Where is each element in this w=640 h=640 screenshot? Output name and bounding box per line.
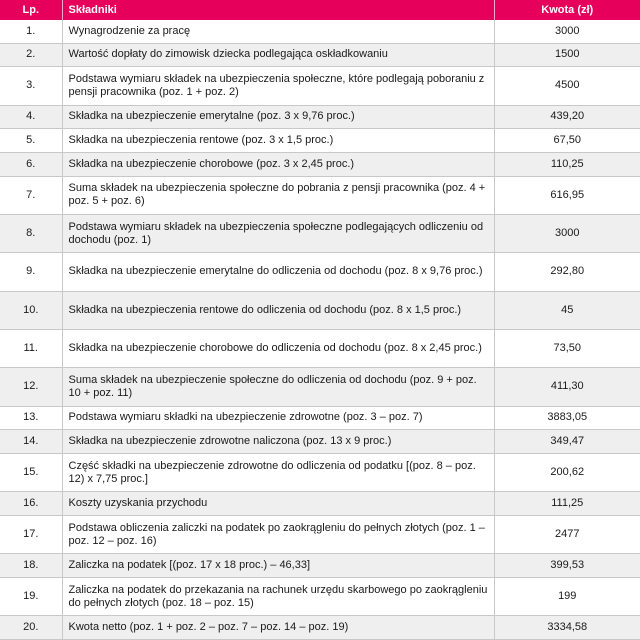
- row-amount: 1500: [494, 43, 640, 67]
- row-lp: 11.: [0, 329, 62, 367]
- table-row: [0, 616, 640, 640]
- row-item: Suma składek na ubezpieczenie społeczne do odliczenia od dochodu (poz. 9 + poz. 10 + poz. 11): [62, 368, 494, 406]
- row-lp: 2.: [0, 43, 62, 67]
- row-lp: 7.: [0, 176, 62, 214]
- row-lp: 18.: [0, 554, 62, 578]
- row-amount: 399,53: [494, 554, 640, 578]
- row-item: Wynagrodzenie za pracę: [62, 20, 494, 43]
- table-row: [0, 368, 640, 406]
- row-lp: 6.: [0, 152, 62, 176]
- row-lp: 20.: [0, 616, 62, 640]
- row-amount: 3334,58: [494, 616, 640, 640]
- row-item: Składka na ubezpieczenia rentowe (poz. 3 x 1,5 proc.): [62, 129, 494, 153]
- table-row: [0, 291, 640, 329]
- row-amount: 110,25: [494, 152, 640, 176]
- row-amount: 349,47: [494, 430, 640, 454]
- row-lp: 13.: [0, 406, 62, 430]
- table-row: [0, 329, 640, 367]
- table-row: [0, 554, 640, 578]
- row-amount: 67,50: [494, 129, 640, 153]
- table-row: [0, 406, 640, 430]
- row-lp: 14.: [0, 430, 62, 454]
- table-row: [0, 453, 640, 491]
- row-item: Zaliczka na podatek do przekazania na rachunek urzędu skarbowego po zaokrągleniu do pełnych złotych (poz. 18 – poz. 15): [62, 577, 494, 615]
- table-row: [0, 253, 640, 291]
- row-lp: 19.: [0, 577, 62, 615]
- table-row: [0, 515, 640, 553]
- header-amount: Kwota (zł): [494, 0, 640, 20]
- row-lp: 1.: [0, 20, 62, 43]
- table-row: [0, 214, 640, 252]
- header-items: Składniki: [62, 0, 494, 20]
- table-row: [0, 43, 640, 67]
- row-lp: 12.: [0, 368, 62, 406]
- row-amount: 411,30: [494, 368, 640, 406]
- table-row: [0, 20, 640, 43]
- row-lp: 16.: [0, 492, 62, 516]
- row-lp: 10.: [0, 291, 62, 329]
- row-item: Część składki na ubezpieczenie zdrowotne do odliczenia od podatku [(poz. 8 – poz. 12) x 7,75 proc.]: [62, 453, 494, 491]
- table-row: [0, 176, 640, 214]
- row-amount: 4500: [494, 67, 640, 105]
- row-lp: 9.: [0, 253, 62, 291]
- row-lp: 4.: [0, 105, 62, 129]
- row-item: Podstawa wymiaru składki na ubezpieczenie zdrowotne (poz. 3 – poz. 7): [62, 406, 494, 430]
- row-item: Składka na ubezpieczenie emerytalne do odliczenia od dochodu (poz. 8 x 9,76 proc.): [62, 253, 494, 291]
- table-row: [0, 129, 640, 153]
- table-header-row: [0, 0, 640, 20]
- row-amount: 616,95: [494, 176, 640, 214]
- row-item: Podstawa wymiaru składek na ubezpieczenia społeczne, które podlegają poboraniu z pensji pracownika (poz. 1 + poz. 2): [62, 67, 494, 105]
- row-amount: 439,20: [494, 105, 640, 129]
- row-lp: 15.: [0, 453, 62, 491]
- row-lp: 17.: [0, 515, 62, 553]
- row-item: Składka na ubezpieczenie chorobowe do odliczenia od dochodu (poz. 8 x 2,45 proc.): [62, 329, 494, 367]
- row-lp: 5.: [0, 129, 62, 153]
- row-amount: 3000: [494, 20, 640, 43]
- row-item: Podstawa wymiaru składek na ubezpieczenia społeczne podlegających odliczeniu od dochodu (poz. 1): [62, 214, 494, 252]
- table-row: [0, 152, 640, 176]
- row-amount: 199: [494, 577, 640, 615]
- row-amount: 3000: [494, 214, 640, 252]
- row-amount: 73,50: [494, 329, 640, 367]
- table-row: [0, 430, 640, 454]
- row-amount: 45: [494, 291, 640, 329]
- row-item: Składka na ubezpieczenia rentowe do odliczenia od dochodu (poz. 8 x 1,5 proc.): [62, 291, 494, 329]
- row-item: Składka na ubezpieczenie chorobowe (poz. 3 x 2,45 proc.): [62, 152, 494, 176]
- table-row: [0, 577, 640, 615]
- row-lp: 3.: [0, 67, 62, 105]
- row-item: Zaliczka na podatek [(poz. 17 x 18 proc.) – 46,33]: [62, 554, 494, 578]
- row-amount: 3883,05: [494, 406, 640, 430]
- row-amount: 200,62: [494, 453, 640, 491]
- row-amount: 111,25: [494, 492, 640, 516]
- row-lp: 8.: [0, 214, 62, 252]
- row-amount: 2477: [494, 515, 640, 553]
- row-item: Podstawa obliczenia zaliczki na podatek po zaokrągleniu do pełnych złotych (poz. 1 – poz. 12 – poz. 16): [62, 515, 494, 553]
- header-lp: Lp.: [0, 0, 62, 20]
- table-row: [0, 67, 640, 105]
- table-row: [0, 492, 640, 516]
- row-amount: 292,80: [494, 253, 640, 291]
- row-item: Wartość dopłaty do zimowisk dziecka podlegająca oskładkowaniu: [62, 43, 494, 67]
- row-item: Suma składek na ubezpieczenia społeczne do pobrania z pensji pracownika (poz. 4 + poz. 5 + poz. 6): [62, 176, 494, 214]
- table-row: [0, 105, 640, 129]
- row-item: Kwota netto (poz. 1 + poz. 2 – poz. 7 – poz. 14 – poz. 19): [62, 616, 494, 640]
- row-item: Składka na ubezpieczenie emerytalne (poz. 3 x 9,76 proc.): [62, 105, 494, 129]
- row-item: Składka na ubezpieczenie zdrowotne naliczona (poz. 13 x 9 proc.): [62, 430, 494, 454]
- row-item: Koszty uzyskania przychodu: [62, 492, 494, 516]
